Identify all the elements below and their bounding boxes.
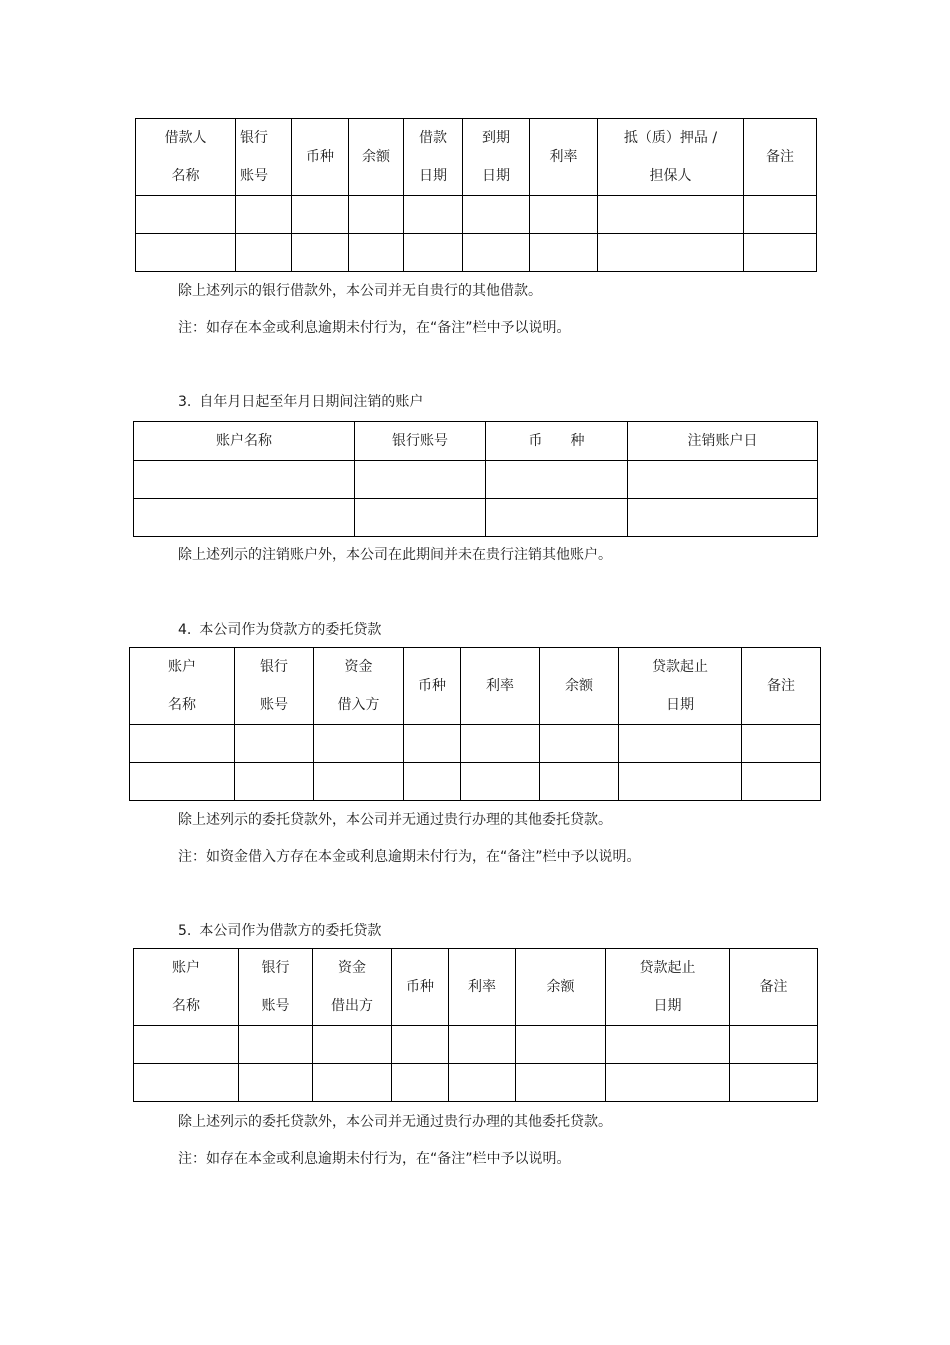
header-row bbox=[134, 949, 818, 1026]
header-balance: 余额 bbox=[349, 119, 404, 196]
bank-loan-footnote: 注：如存在本金或利息逾期未付行为，在“备注”栏中予以说明。 bbox=[178, 320, 571, 336]
table-row bbox=[134, 499, 818, 537]
borrower-loan-statement: 除上述列示的委托贷款外，本公司并无通过贵行办理的其他委托贷款。 bbox=[178, 1114, 612, 1130]
header-interest-rate: 利率 bbox=[461, 648, 540, 725]
table-row bbox=[130, 763, 821, 801]
header-loan-date: 借款 日期 bbox=[404, 119, 463, 196]
header-currency: 币种 bbox=[392, 949, 449, 1026]
header-row bbox=[134, 422, 818, 461]
bank-loan-statement: 除上述列示的银行借款外，本公司并无自贵行的其他借款。 bbox=[178, 283, 542, 299]
table-row bbox=[136, 196, 817, 234]
table-row bbox=[134, 1026, 818, 1064]
header-balance: 余额 bbox=[516, 949, 606, 1026]
section-4-heading bbox=[178, 619, 381, 639]
header-bank-account: 银行账号 bbox=[355, 422, 486, 461]
header-currency: 币 种 bbox=[486, 422, 628, 461]
header-currency: 币种 bbox=[292, 119, 349, 196]
borrower-loan-footnote: 注：如存在本金或利息逾期未付行为，在“备注”栏中予以说明。 bbox=[178, 1151, 571, 1167]
header-interest-rate: 利率 bbox=[449, 949, 516, 1026]
section-title: 本公司作为贷款方的委托贷款 bbox=[199, 622, 382, 638]
section-number: 4. bbox=[178, 622, 192, 638]
header-account-name: 账户 名称 bbox=[134, 949, 239, 1026]
entrusted-loan-lender-table bbox=[129, 647, 821, 801]
section-title: 自年月日起至年月日期间注销的账户 bbox=[199, 394, 424, 410]
header-row bbox=[130, 648, 821, 725]
header-collateral-guarantor: 抵（质）押品 / 担保人 bbox=[598, 119, 744, 196]
section-number: 5. bbox=[178, 923, 192, 939]
header-loan-period: 贷款起止 日期 bbox=[619, 648, 742, 725]
table-row bbox=[134, 1064, 818, 1102]
header-remarks: 备注 bbox=[730, 949, 818, 1026]
section-5-heading bbox=[178, 920, 381, 940]
header-bank-account: 银行 账号 bbox=[235, 648, 314, 725]
closed-accounts-statement: 除上述列示的注销账户外，本公司在此期间并未在贵行注销其他账户。 bbox=[178, 547, 612, 563]
header-bank-account: 银行 账号 bbox=[236, 119, 292, 196]
table-row bbox=[130, 725, 821, 763]
header-borrower: 资金 借入方 bbox=[314, 648, 404, 725]
header-account-name: 账户 名称 bbox=[130, 648, 235, 725]
lender-loan-statement: 除上述列示的委托贷款外，本公司并无通过贵行办理的其他委托贷款。 bbox=[178, 812, 612, 828]
header-lender: 资金 借出方 bbox=[313, 949, 392, 1026]
table-row bbox=[136, 234, 817, 272]
header-close-date: 注销账户日 bbox=[628, 422, 818, 461]
bank-loan-table bbox=[135, 118, 817, 272]
header-currency: 币种 bbox=[404, 648, 461, 725]
entrusted-loan-borrower-table bbox=[133, 948, 818, 1102]
header-remarks: 备注 bbox=[744, 119, 817, 196]
header-bank-account: 银行 账号 bbox=[239, 949, 313, 1026]
header-borrower-name: 借款人 名称 bbox=[136, 119, 236, 196]
header-loan-period: 贷款起止 日期 bbox=[606, 949, 730, 1026]
header-balance: 余额 bbox=[540, 648, 619, 725]
section-3-heading bbox=[178, 391, 423, 411]
header-account-name: 账户名称 bbox=[134, 422, 355, 461]
section-title: 本公司作为借款方的委托贷款 bbox=[199, 923, 382, 939]
header-interest-rate: 利率 bbox=[530, 119, 598, 196]
lender-loan-footnote: 注：如资金借入方存在本金或利息逾期未付行为，在“备注”栏中予以说明。 bbox=[178, 849, 641, 865]
header-maturity-date: 到期 日期 bbox=[463, 119, 530, 196]
section-number: 3. bbox=[178, 394, 192, 410]
header-row bbox=[136, 119, 817, 196]
closed-accounts-table bbox=[133, 421, 818, 537]
header-remarks: 备注 bbox=[742, 648, 821, 725]
table-row bbox=[134, 461, 818, 499]
